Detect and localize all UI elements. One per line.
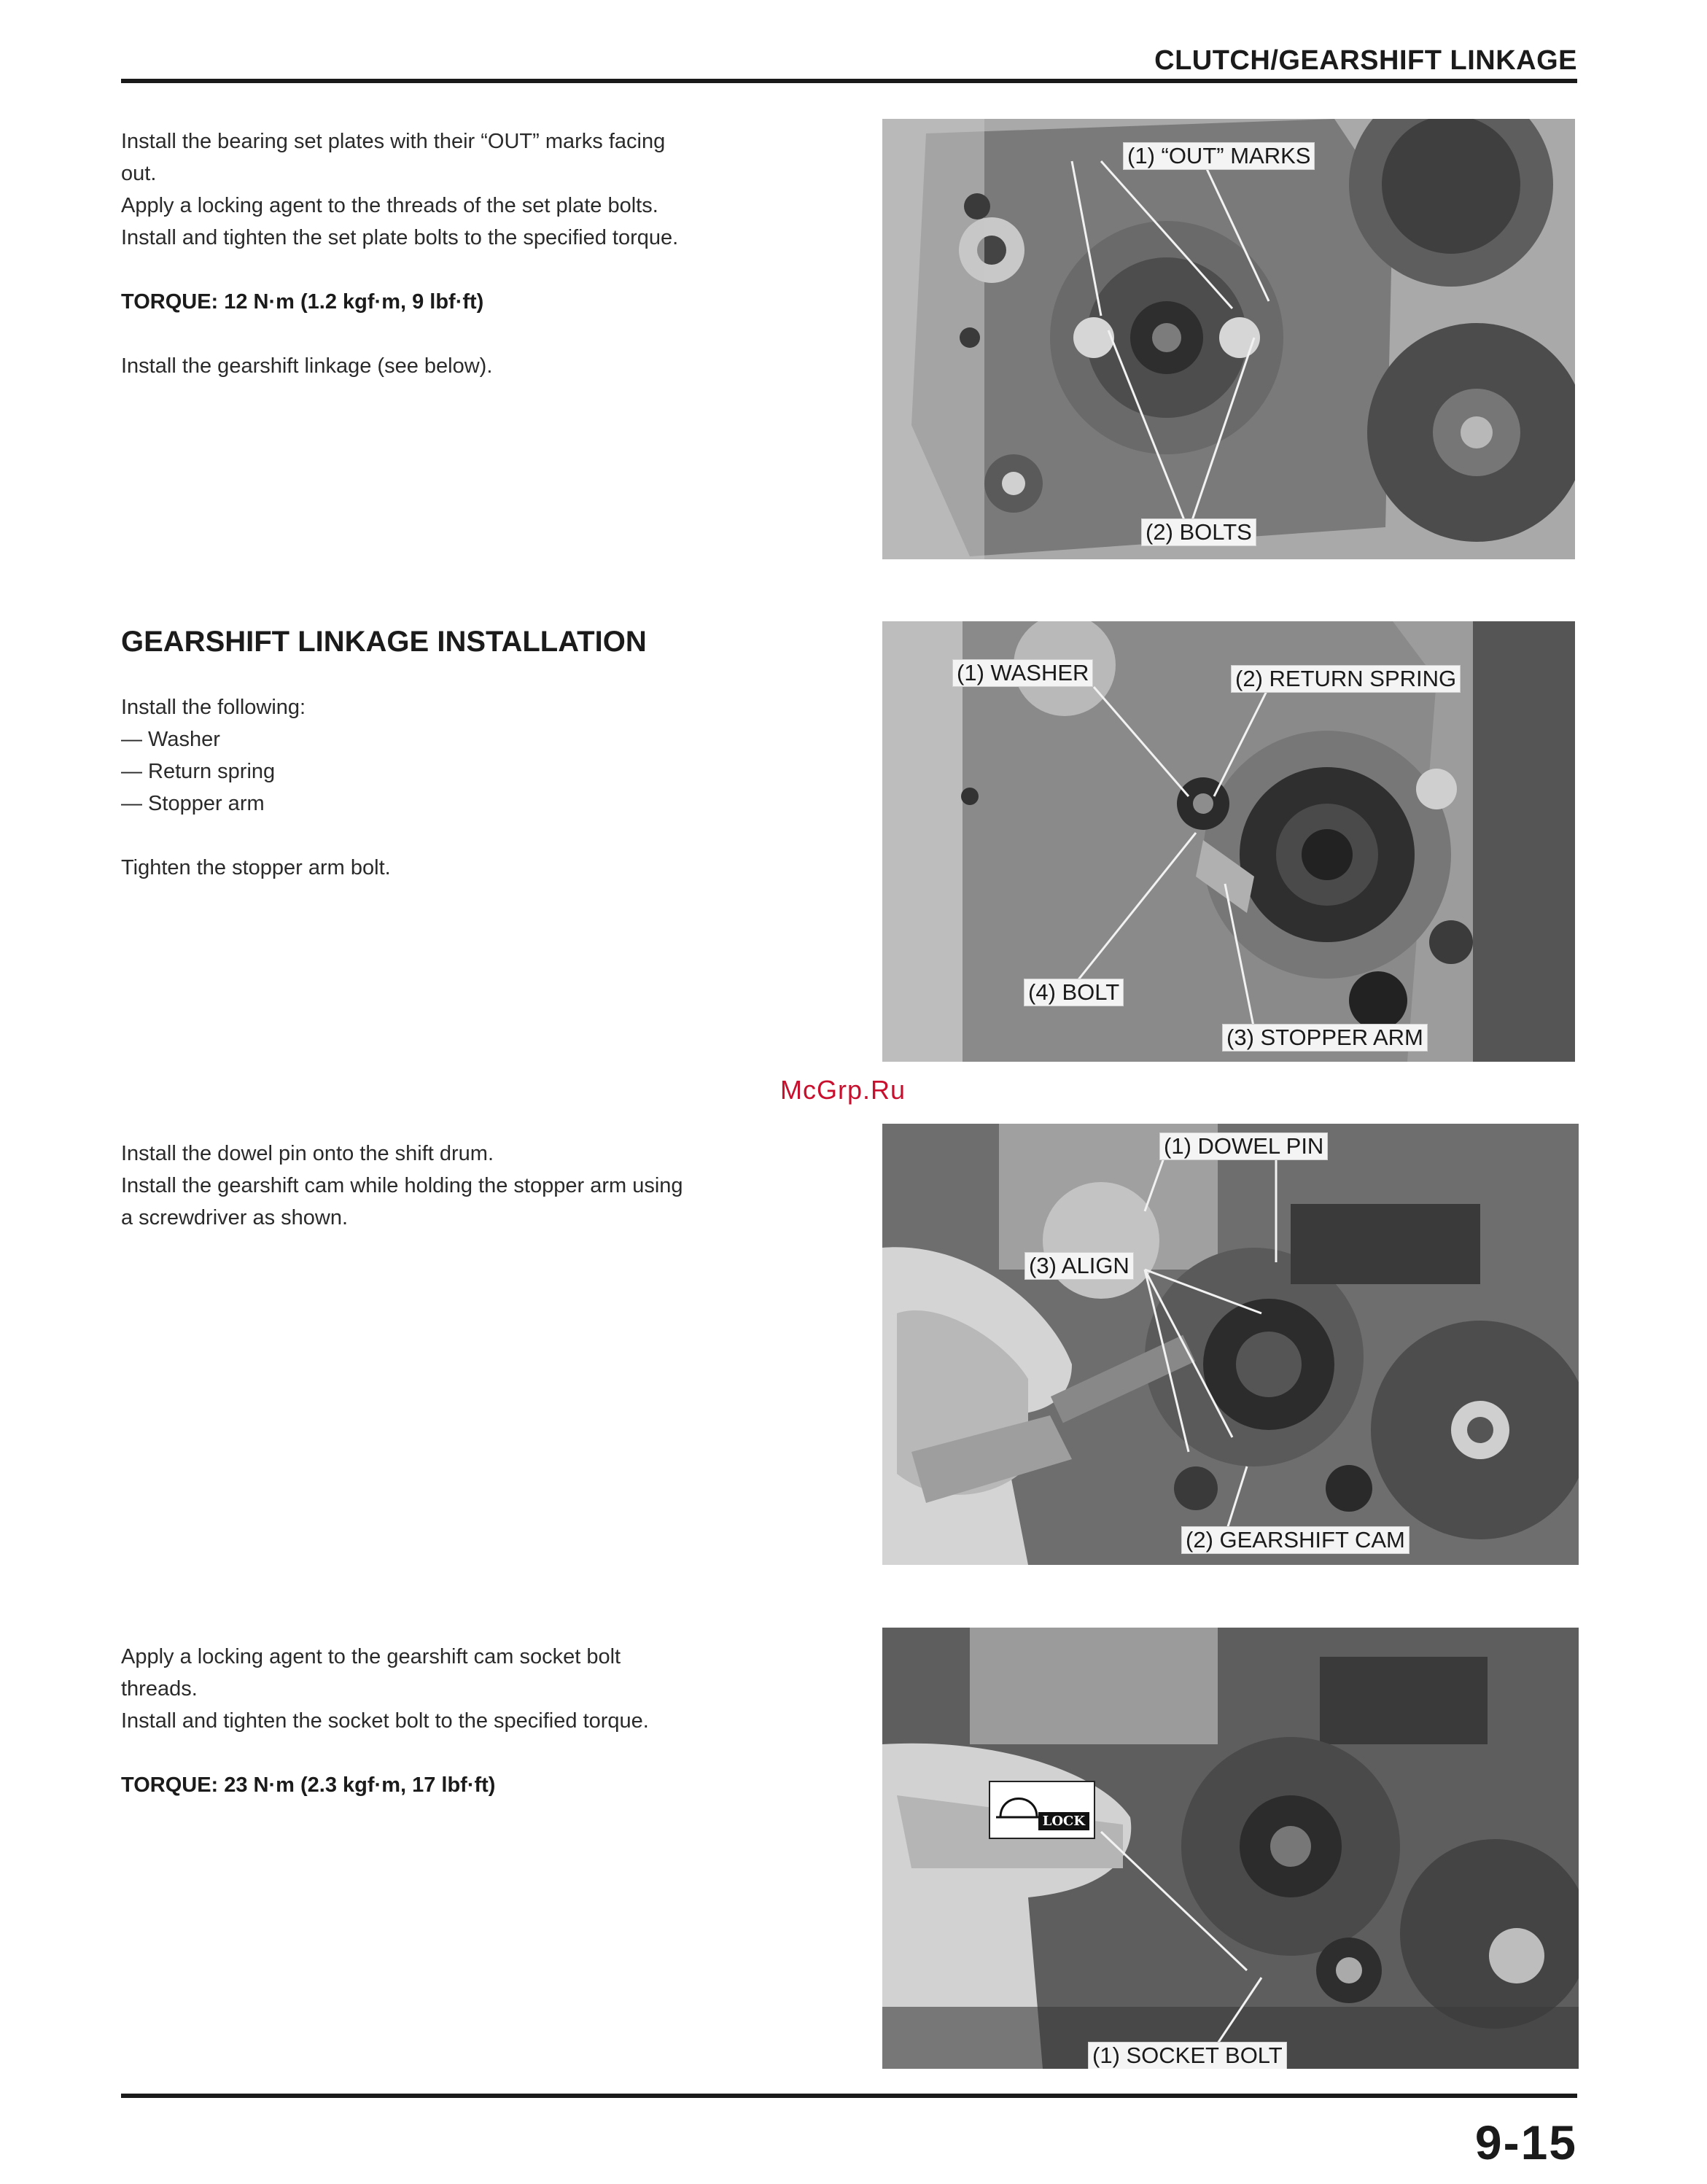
section3-line-3: a screwdriver as shown. — [121, 1206, 349, 1229]
lock-label: LOCK — [1038, 1812, 1089, 1830]
callout-socket-bolt: (1) SOCKET BOLT — [1088, 2042, 1287, 2069]
socket-bolt-illustration — [882, 1628, 1579, 2069]
section4-torque-spec: TORQUE: 23 N·m (2.3 kgf·m, 17 lbf·ft) — [121, 1773, 496, 1797]
callout-dowel-pin: (1) DOWEL PIN — [1159, 1132, 1328, 1160]
page-number: 9-15 — [1474, 2115, 1577, 2169]
photo-gearshift-cam-installation — [882, 1124, 1579, 1565]
section1-line-1: Install the bearing set plates with their “OUT” marks facing — [121, 130, 666, 153]
callout-align: (3) ALIGN — [1024, 1252, 1134, 1280]
callout-bolts: (2) BOLTS — [1141, 518, 1256, 546]
photo-socket-bolt-tightening — [882, 1628, 1579, 2069]
list-item-return-spring: — Return spring — [121, 760, 276, 783]
stopper-arm-illustration — [882, 621, 1575, 1062]
callout-return-spring: (2) RETURN SPRING — [1231, 665, 1461, 693]
callout-stopper-arm: (3) STOPPER ARM — [1222, 1024, 1428, 1052]
section2-note: Tighten the stopper arm bolt. — [121, 856, 391, 879]
list-item-washer: — Washer — [121, 728, 220, 751]
section2-intro: Install the following: — [121, 696, 306, 719]
callout-gearshift-cam: (2) GEARSHIFT CAM — [1181, 1526, 1409, 1554]
callout-washer: (1) WASHER — [952, 659, 1093, 687]
section1-text — [121, 125, 858, 382]
section1-torque-spec: TORQUE: 12 N·m (1.2 kgf·m, 9 lbf·ft) — [121, 290, 484, 314]
footer-rule — [121, 2094, 1577, 2098]
photo-bearing-set-plates — [882, 119, 1575, 559]
callout-bolt: (4) BOLT — [1024, 979, 1124, 1006]
header-rule — [121, 79, 1577, 83]
section1-line-2: out. — [121, 162, 157, 185]
section4-line-2: threads. — [121, 1677, 198, 1701]
section1-line-3: Apply a locking agent to the threads of the set plate bolts. — [121, 194, 658, 217]
watermark: McGrp.Ru — [780, 1075, 906, 1105]
section1-note: Install the gearshift linkage (see below). — [121, 354, 493, 378]
section-heading-gearshift-linkage: GEARSHIFT LINKAGE INSTALLATION — [121, 626, 647, 658]
section3-line-2: Install the gearshift cam while holding the stopper arm using — [121, 1174, 683, 1197]
section3-line-1: Install the dowel pin onto the shift drum. — [121, 1142, 494, 1165]
section1-line-4: Install and tighten the set plate bolts to the specified torque. — [121, 226, 679, 249]
lock-symbol — [989, 1781, 1095, 1839]
section4-text — [121, 1641, 858, 1801]
section2-text — [121, 691, 858, 884]
engine-case-illustration — [882, 119, 1575, 559]
list-item-stopper-arm: — Stopper arm — [121, 792, 265, 815]
callout-out-marks: (1) “OUT” MARKS — [1123, 142, 1315, 170]
section3-text — [121, 1138, 858, 1234]
section4-line-1: Apply a locking agent to the gearshift cam socket bolt — [121, 1645, 621, 1668]
section4-line-3: Install and tighten the socket bolt to the specified torque. — [121, 1709, 649, 1733]
gearshift-cam-illustration — [882, 1124, 1579, 1565]
photo-stopper-arm-assembly — [882, 621, 1575, 1062]
page-header-title: CLUTCH/GEARSHIFT LINKAGE — [1154, 45, 1577, 76]
